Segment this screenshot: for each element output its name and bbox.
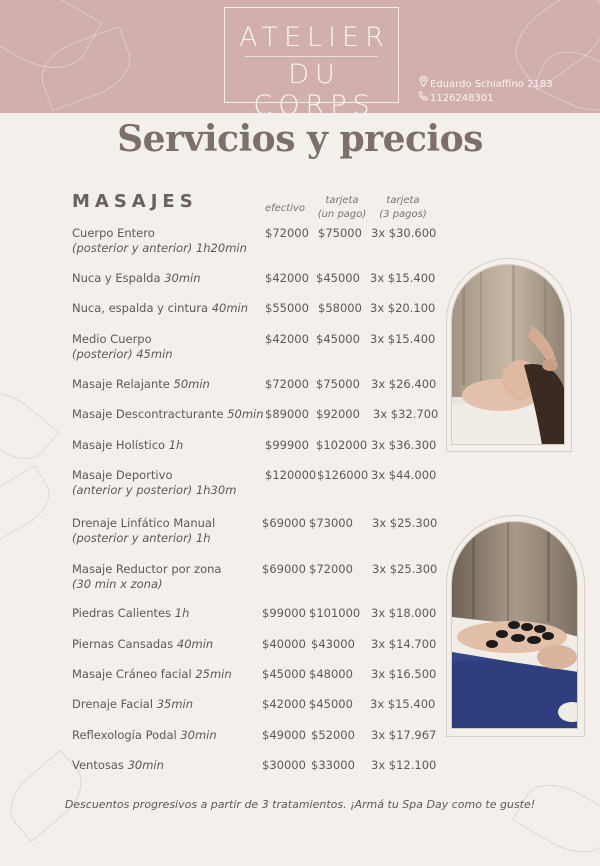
- service-name: [72, 758, 164, 773]
- service-title: Cuerpo Entero: [72, 226, 155, 240]
- price-tarjeta: $45000: [316, 271, 360, 285]
- price-efectivo: $99000: [262, 606, 306, 620]
- price-cuotas: 3x $26.400: [371, 377, 437, 391]
- service-title: Drenaje Linfático Manual: [72, 516, 216, 530]
- contact-address: [418, 76, 553, 90]
- price-cuotas: 3x $20.100: [370, 301, 436, 315]
- phone-icon: [418, 91, 428, 104]
- column-header-label: tarjeta: [386, 195, 420, 206]
- service-detail: 40min: [176, 637, 214, 651]
- service-title: Masaje Deportivo: [72, 468, 173, 482]
- price-cuotas: 3x $30.600: [371, 226, 437, 240]
- service-title: Reflexología Podal: [72, 728, 177, 742]
- price-efectivo: $55000: [265, 301, 309, 315]
- service-detail: 30min: [127, 758, 164, 772]
- price-cuotas: 3x $15.400: [370, 697, 436, 711]
- service-name: [72, 562, 221, 592]
- service-name: [72, 271, 201, 286]
- logo-divider: [245, 56, 378, 57]
- service-detail: (posterior y anterior) 1h: [72, 531, 211, 545]
- service-title: Masaje Cráneo facial: [72, 667, 192, 681]
- price-cuotas: 3x $17.967: [371, 728, 437, 742]
- logo-line-1: ATELIER: [239, 22, 390, 53]
- price-tarjeta: $33000: [311, 758, 355, 772]
- hot-stones-photo: [451, 521, 578, 729]
- brand-logo: [224, 7, 399, 113]
- price-tarjeta: $45000: [316, 332, 360, 346]
- price-efectivo: $45000: [262, 667, 306, 681]
- header-band: [0, 0, 600, 113]
- service-title: Masaje Descontracturante: [72, 407, 224, 421]
- leaf-ornament: [0, 380, 59, 473]
- price-tarjeta: $75000: [318, 226, 362, 240]
- column-header-sublabel: (un pago): [317, 209, 367, 220]
- price-cuotas: 3x $36.300: [371, 438, 437, 452]
- service-detail: 1h: [168, 438, 184, 452]
- price-efectivo: $42000: [262, 697, 306, 711]
- service-detail: (anterior y posterior) 1h30m: [72, 483, 237, 497]
- service-name: [72, 226, 247, 256]
- price-cuotas: 3x $32.700: [373, 407, 439, 421]
- price-efectivo: $99900: [265, 438, 309, 452]
- price-efectivo: $42000: [265, 271, 309, 285]
- price-cuotas: 3x $25.300: [372, 516, 438, 530]
- price-cuotas: 3x $25.300: [372, 562, 438, 576]
- service-detail: 50min: [227, 407, 264, 421]
- service-name: [72, 516, 215, 546]
- price-efectivo: $42000: [265, 332, 309, 346]
- price-efectivo: $72000: [265, 377, 309, 391]
- section-heading: MASAJES: [72, 191, 198, 212]
- service-name: [72, 301, 248, 316]
- phone-text: 1126248301: [430, 93, 494, 104]
- service-name: [72, 728, 217, 743]
- contact-phone: [418, 91, 494, 104]
- service-detail: 50min: [173, 377, 210, 391]
- price-cuotas: 3x $16.500: [371, 667, 437, 681]
- price-tarjeta: $45000: [309, 697, 353, 711]
- column-header-sublabel: (3 pagos): [379, 209, 427, 220]
- logo-line-2: DU CORPS: [253, 59, 376, 113]
- price-efectivo: $120000: [265, 468, 317, 482]
- service-name: [72, 407, 264, 422]
- column-header-label: tarjeta: [325, 195, 359, 206]
- footer-note: Descuentos progresivos a partir de 3 tratamientos. ¡Armá tu Spa Day como te guste!: [64, 798, 536, 811]
- address-text: Eduardo Schiaffino 2183: [430, 79, 553, 90]
- service-title: Piernas Cansadas: [72, 637, 174, 651]
- price-tarjeta: $75000: [316, 377, 360, 391]
- price-efectivo: $49000: [262, 728, 306, 742]
- service-title: Nuca, espalda y cintura: [72, 301, 209, 315]
- service-detail: 40min: [211, 301, 249, 315]
- service-title: Ventosas: [72, 758, 124, 772]
- price-tarjeta: $102000: [316, 438, 368, 452]
- price-cuotas: 3x $14.700: [371, 637, 437, 651]
- price-efectivo: $69000: [262, 562, 306, 576]
- price-tarjeta: $92000: [316, 407, 360, 421]
- service-name: [72, 332, 173, 362]
- service-name: [72, 667, 232, 682]
- service-detail: (posterior y anterior) 1h20min: [72, 241, 247, 255]
- price-tarjeta: $126000: [317, 468, 369, 482]
- price-efectivo: $72000: [265, 226, 309, 240]
- column-header-efectivo: [262, 202, 308, 216]
- service-name: [72, 697, 193, 712]
- service-detail: 30min: [180, 728, 217, 742]
- price-efectivo: $69000: [262, 516, 306, 530]
- price-tarjeta: $52000: [311, 728, 355, 742]
- price-tarjeta: $43000: [311, 637, 355, 651]
- price-tarjeta: $58000: [318, 301, 362, 315]
- leaf-ornament: [0, 465, 59, 542]
- service-title: Masaje Relajante: [72, 377, 170, 391]
- price-tarjeta: $48000: [309, 667, 353, 681]
- price-tarjeta: $101000: [309, 606, 361, 620]
- service-name: [72, 438, 183, 453]
- service-title: Drenaje Facial: [72, 697, 154, 711]
- service-detail: (posterior) 45min: [72, 347, 173, 361]
- price-cuotas: 3x $15.400: [370, 332, 436, 346]
- price-tarjeta: $73000: [309, 516, 353, 530]
- price-efectivo: $40000: [262, 637, 306, 651]
- price-cuotas: 3x $44.000: [371, 468, 437, 482]
- column-header-tarjeta-3-pagos: [375, 194, 431, 222]
- service-detail: 30min: [164, 271, 201, 285]
- price-cuotas: 3x $15.400: [370, 271, 436, 285]
- service-detail: 35min: [156, 697, 194, 711]
- service-detail: (30 min x zona): [72, 577, 163, 591]
- leaf-ornament: [512, 771, 600, 866]
- service-title: Masaje Reductor por zona: [72, 562, 222, 576]
- service-title: Piedras Calientes: [72, 606, 172, 620]
- massage-photo-face: [451, 264, 565, 445]
- price-efectivo: $30000: [262, 758, 306, 772]
- column-header-efectivo-label: efectivo: [264, 203, 306, 214]
- map-pin-icon: [418, 76, 428, 90]
- price-efectivo: $89000: [265, 407, 309, 421]
- price-cuotas: 3x $12.100: [371, 758, 437, 772]
- service-title: Masaje Holístico: [72, 438, 166, 452]
- price-cuotas: 3x $18.000: [371, 606, 437, 620]
- service-name: [72, 606, 189, 621]
- service-name: [72, 637, 213, 652]
- service-title: Medio Cuerpo: [72, 332, 152, 346]
- column-header-tarjeta-un-pago: [312, 194, 372, 222]
- service-detail: 25min: [195, 667, 232, 681]
- service-title: Nuca y Espalda: [72, 271, 161, 285]
- service-name: [72, 377, 210, 392]
- service-name: [72, 468, 236, 498]
- page-title: Servicios y precios: [117, 118, 483, 160]
- price-tarjeta: $72000: [309, 562, 353, 576]
- service-detail: 1h: [174, 606, 190, 620]
